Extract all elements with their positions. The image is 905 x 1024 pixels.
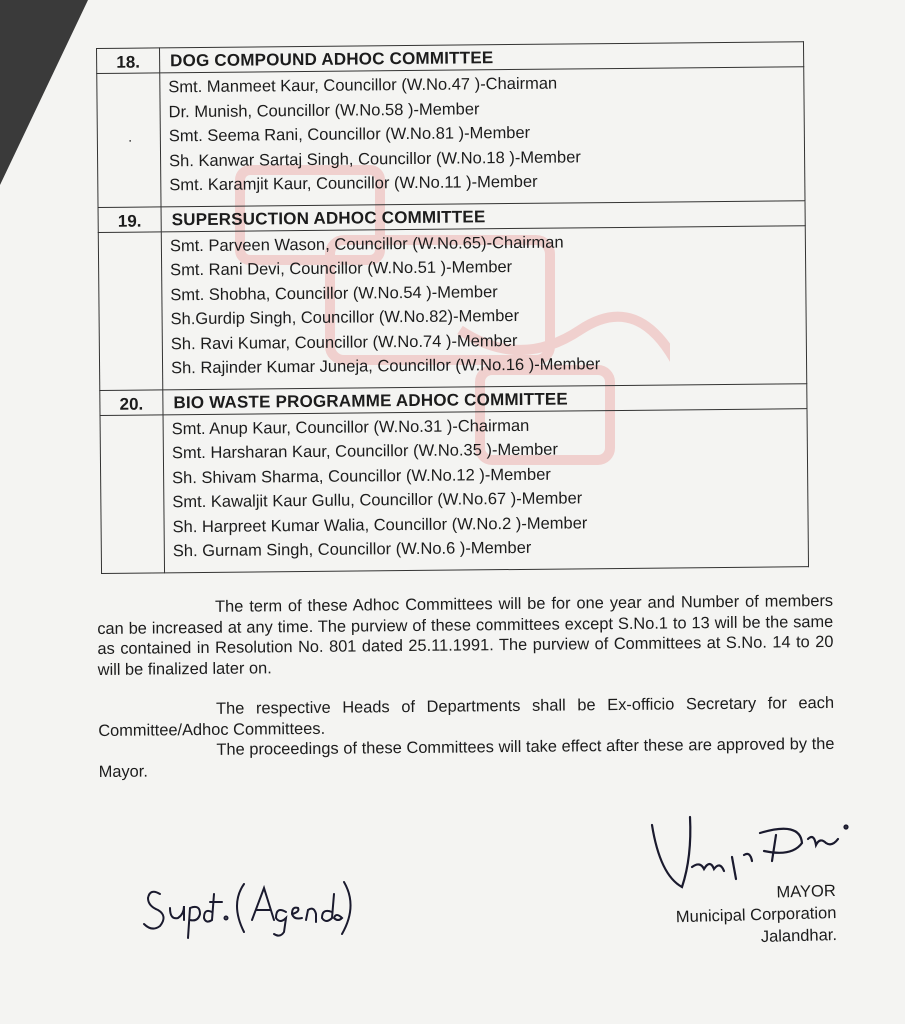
handwritten-supdt-agenda-note	[140, 872, 355, 942]
committee-member-list	[161, 225, 806, 389]
signatory-block	[675, 880, 837, 950]
committee-table-container	[96, 41, 809, 573]
committee-member: Smt. Seema Rani, Councillor (W.No.81 )-Member	[168, 123, 531, 146]
serial-blank-cell	[100, 414, 165, 573]
serial-blank-cell	[98, 231, 163, 390]
committee-title: SUPERSUCTION ADHOC COMMITTEE	[161, 200, 805, 231]
closing-paragraphs	[97, 591, 835, 782]
committee-members-row	[97, 67, 805, 207]
term-paragraph: The term of these Adhoc Committees will be for one year and Number of members can be increased at any time. The purview of these committees except S.No.1 to 13 will be the same as contained in Resolution No. 801 dated 25.11.1991. The purview of Committees at S.No. 14 to 20 will be finalized later on.	[97, 591, 834, 679]
committee-members-row	[100, 408, 808, 573]
proceedings-paragraph: The proceedings of these Committees will take effect after these are approved by the Mayor.	[98, 734, 835, 781]
committee-member: Smt. Shobha, Councillor (W.No.54 )-Member	[170, 282, 498, 304]
committee-member: Sh. Kanwar Sartaj Singh, Councillor (W.No.18 )-Member	[168, 147, 581, 170]
committee-member: Smt. Harsharan Kaur, Councillor (W.No.35 )-Member	[171, 440, 559, 463]
signatory-organisation: Municipal Corporation	[675, 903, 837, 927]
signatory-city: Jalandhar.	[760, 925, 837, 946]
committee-member: Sh.Gurdip Singh, Councillor (W.No.82)-Member	[170, 306, 520, 329]
committee-member: Sh. Harpreet Kumar Walia, Councillor (W.No.2 )-Member	[172, 513, 588, 536]
committee-member: Smt. Kawaljit Kaur Gullu, Councillor (W.No.67 )-Member	[172, 489, 583, 512]
committee-member: Sh. Gurnam Singh, Councillor (W.No.6 )-Member	[172, 538, 532, 561]
committee-serial: 18.	[97, 48, 160, 74]
serial-blank-cell: ·	[97, 73, 161, 207]
committee-title: DOG COMPOUND ADHOC COMMITTEE	[160, 42, 804, 73]
committee-members-row	[98, 225, 806, 390]
committee-member-list	[160, 67, 805, 207]
committee-member: Sh. Rajinder Kumar Juneja, Councillor (W.No.16 )-Member	[170, 355, 601, 378]
heads-paragraph: The respective Heads of Departments shall be Ex-officio Secretary for each Committee/Adhoc Committees.	[98, 693, 835, 740]
committee-serial: 20.	[100, 389, 163, 415]
signatory-designation: MAYOR	[775, 881, 836, 902]
page-corner-shadow	[0, 0, 100, 200]
committee-title: BIO WASTE PROGRAMME ADHOC COMMITTEE	[163, 383, 807, 414]
committee-member: Dr. Munish, Councillor (W.No.58 )-Member	[168, 99, 480, 121]
committee-member-list	[163, 408, 808, 572]
committee-member: Sh. Shivam Sharma, Councillor (W.No.12 )-Member	[172, 465, 551, 487]
committee-member: Smt. Parveen Wason, Councillor (W.No.65)-Chairman	[169, 233, 564, 255]
committee-member: Sh. Ravi Kumar, Councillor (W.No.74 )-Member	[170, 331, 518, 353]
committee-member: Smt. Anup Kaur, Councillor (W.No.31 )-Chairman	[171, 416, 530, 438]
committee-member: Smt. Manmeet Kaur, Councillor (W.No.47 )-Chairman	[168, 74, 558, 97]
committee-member: Smt. Karamjit Kaur, Councillor (W.No.11 )-Member	[169, 172, 538, 195]
committee-member: Smt. Rani Devi, Councillor (W.No.51 )-Member	[170, 258, 513, 280]
committee-table	[96, 41, 809, 573]
committee-serial: 19.	[98, 206, 161, 232]
